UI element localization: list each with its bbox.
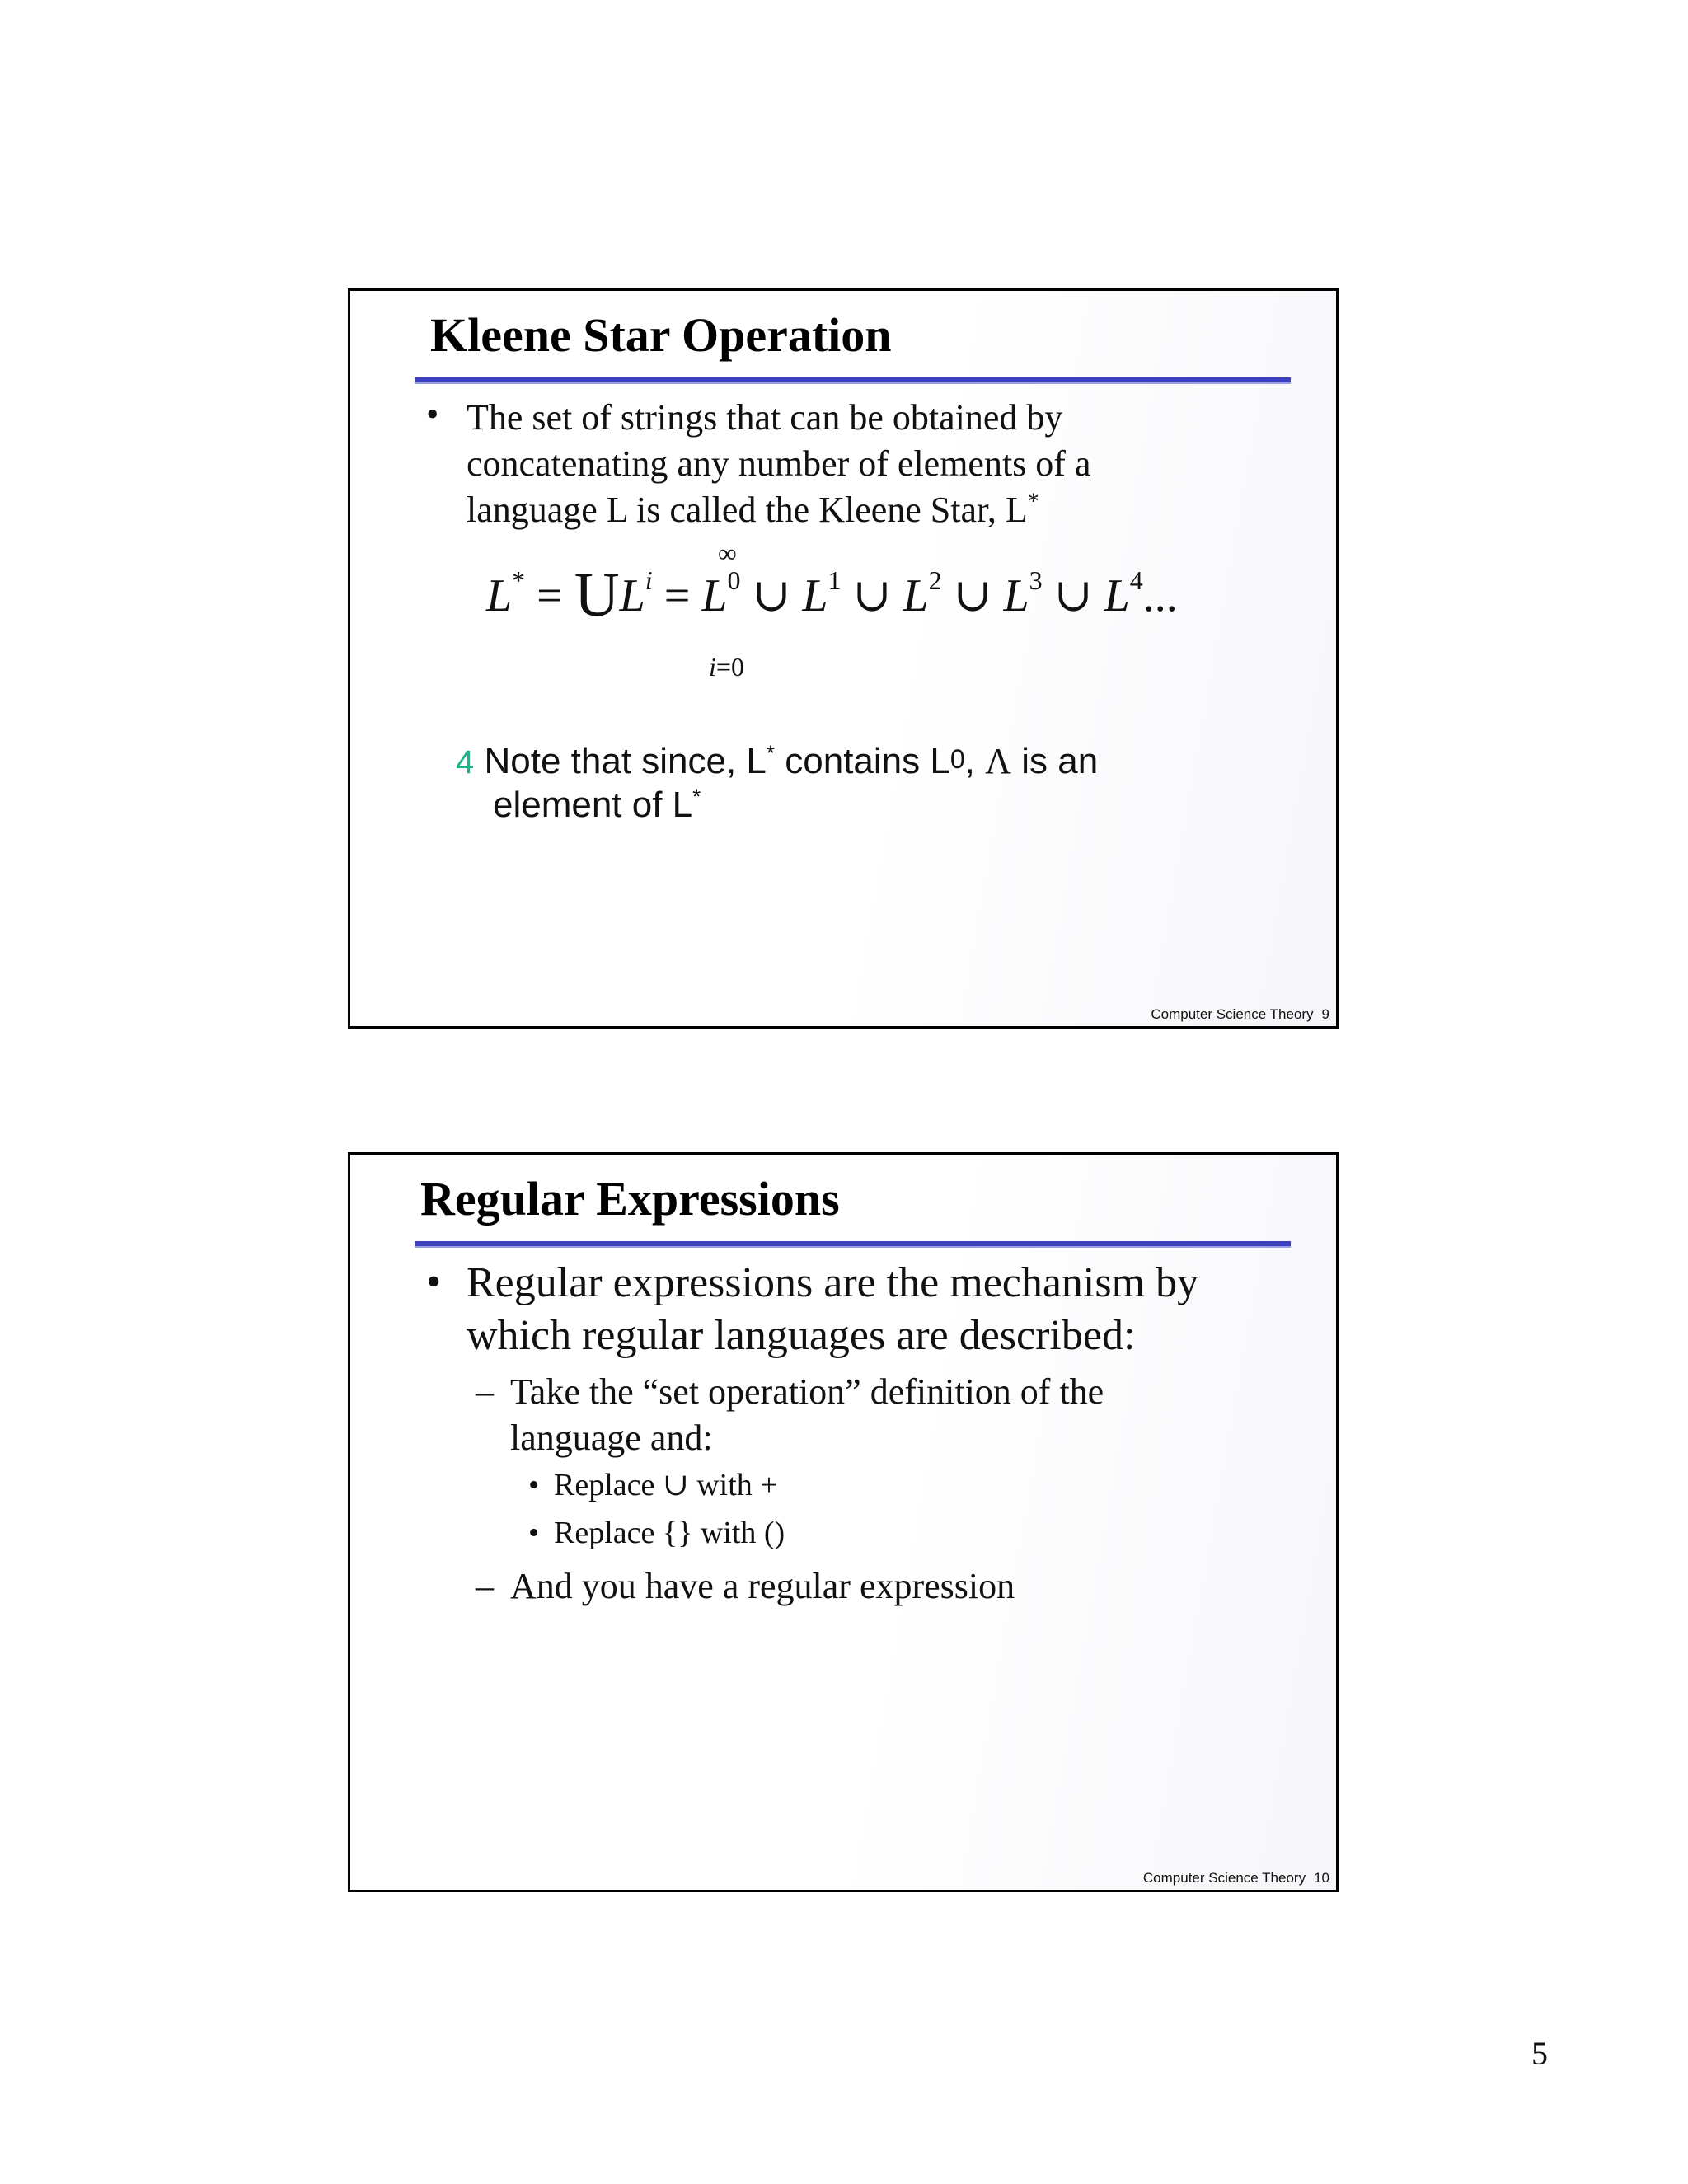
sub-bullet-1: Replace ∪ with + xyxy=(554,1468,778,1502)
slide-number: 10 xyxy=(1314,1870,1329,1886)
bullet-marker: • xyxy=(426,1258,442,1305)
body-line-1: The set of strings that can be obtained by xyxy=(467,397,1063,438)
slide-regular-expressions xyxy=(348,1152,1339,1892)
sub-bullet-marker: • xyxy=(528,1516,540,1550)
title-underline xyxy=(415,1241,1291,1248)
sub-bullet-2: Replace {} with () xyxy=(554,1516,785,1550)
sub-line-2: language and: xyxy=(510,1418,713,1458)
note-bullet-icon: 4 xyxy=(456,744,475,780)
body-line-2: which regular languages are described: xyxy=(467,1312,1136,1359)
body-line-2: concatenating any number of elements of a xyxy=(467,443,1091,484)
star-superscript: * xyxy=(1027,489,1039,515)
sub-line-1: Take the “set operation” definition of the xyxy=(510,1371,1104,1412)
big-union-symbol: U xyxy=(574,560,620,630)
sub-bullet-marker: • xyxy=(528,1468,540,1502)
kleene-formula xyxy=(486,538,1178,687)
slide-kleene-star xyxy=(348,288,1339,1029)
body-line-3: language L is called the Kleene Star, L* xyxy=(467,489,1039,530)
dash-marker: – xyxy=(476,1371,494,1412)
body-line-1: Regular expressions are the mechanism by xyxy=(467,1259,1199,1306)
slide-footer: Computer Science Theory 10 xyxy=(1142,1870,1329,1886)
lambda-symbol: Λ xyxy=(985,741,1011,781)
formula-main: $L^* = UL^i = L^0$ ∪ $L^1$ ∪ $L^2$ ∪ $L^3$ ∪ $L^4$... xyxy=(486,560,1178,630)
note-line-2: element of L* xyxy=(493,784,701,825)
sub-line-3: And you have a regular expression xyxy=(510,1566,1015,1606)
slide-number: 9 xyxy=(1321,1006,1329,1022)
note-line-1: 4 Note that since, L* contains L0, Λ is an xyxy=(456,740,1099,781)
dash-marker: – xyxy=(476,1566,494,1606)
bullet-marker: • xyxy=(426,394,439,434)
slide-title: Regular Expressions xyxy=(420,1172,840,1226)
slide-title: Kleene Star Operation xyxy=(430,308,892,362)
title-underline xyxy=(415,377,1291,384)
formula-upper-limit: ∞ xyxy=(718,538,737,568)
formula-lower-limit: i=0 xyxy=(709,652,744,682)
slide-footer: Computer Science Theory 9 xyxy=(1151,1006,1329,1022)
page-number: 5 xyxy=(1531,2035,1548,2072)
